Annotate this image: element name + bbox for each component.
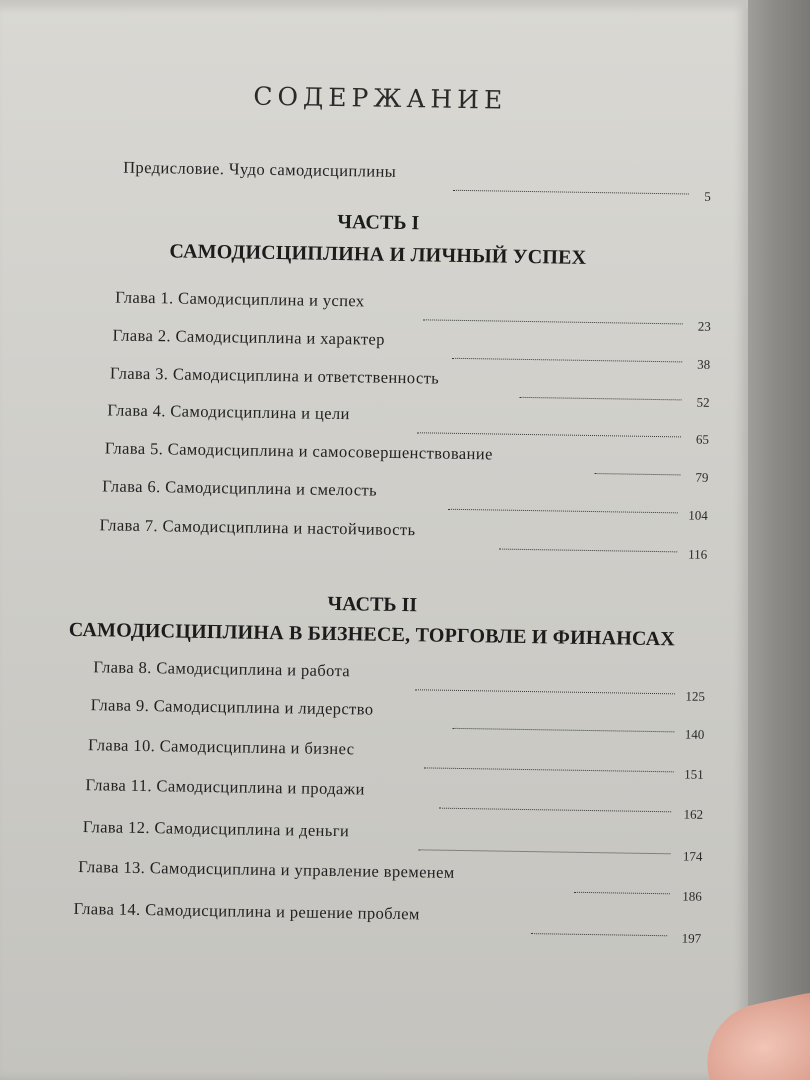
part2-name: САМОДИСЦИПЛИНА В БИЗНЕСЕ, ТОРГОВЛЕ И ФИНАНСАХ — [68, 618, 676, 651]
toc-entry-foreword — [123, 158, 712, 213]
entry-page-number: 151 — [684, 766, 704, 782]
entry-title: Глава 5. Самодисциплина и самосовершенствование — [104, 438, 493, 464]
part2-number: ЧАСТЬ II — [327, 592, 418, 617]
leader-dots — [452, 728, 674, 732]
entry-title: Глава 2. Самодисциплина и характер — [112, 325, 386, 349]
leader-dots — [439, 808, 671, 813]
entry-page-number: 52 — [696, 394, 710, 410]
entry-title: Глава 1. Самодисциплина и успех — [115, 287, 365, 311]
entry-title: Глава 10. Самодисциплина и бизнес — [87, 735, 355, 759]
leader-dots — [594, 473, 680, 475]
leader-dots — [417, 432, 681, 437]
entry-page-number: 79 — [695, 469, 709, 485]
entry-page-number: 65 — [695, 431, 710, 447]
leader-dots — [424, 767, 674, 772]
entry-title: Глава 8. Самодисциплина и работа — [93, 657, 351, 681]
leader-dots — [418, 849, 670, 854]
entry-title: Предисловие. Чудо самодисциплины — [123, 157, 397, 181]
entry-title: Глава 3. Самодисциплина и ответственность — [109, 363, 440, 388]
entry-page-number: 162 — [683, 806, 704, 822]
leader-dots — [453, 190, 689, 195]
entry-page-number: 5 — [704, 188, 711, 204]
entry-title: Глава 4. Самодисциплина и цели — [107, 400, 350, 424]
toc-entry-chapter-14 — [73, 899, 702, 955]
entry-page-number: 104 — [688, 507, 708, 523]
entry-page-number: 174 — [682, 848, 703, 864]
leader-dots — [531, 933, 667, 936]
entry-page-number: 140 — [684, 726, 705, 742]
leader-dots — [423, 319, 683, 324]
toc-heading: СОДЕРЖАНИЕ — [253, 81, 508, 115]
entry-title: Глава 9. Самодисциплина и лидерство — [90, 695, 374, 719]
entry-page-number: 116 — [688, 546, 708, 562]
toc-entry-chapter-7 — [99, 515, 708, 571]
entry-title: Глава 14. Самодисциплина и решение проблем — [73, 898, 420, 924]
part1-name: САМОДИСЦИПЛИНА И ЛИЧНЫЙ УСПЕХ — [169, 240, 587, 269]
entry-page-number: 125 — [685, 688, 706, 704]
leader-dots — [448, 509, 678, 514]
leader-dots — [499, 549, 677, 553]
leader-dots — [574, 892, 670, 895]
part1-number: ЧАСТЬ I — [337, 210, 420, 235]
leader-dots — [415, 689, 675, 694]
entry-title: Глава 11. Самодисциплина и продажи — [85, 775, 365, 799]
entry-title: Глава 12. Самодисциплина и деньги — [82, 817, 350, 841]
entry-page-number: 23 — [697, 318, 711, 334]
entry-title: Глава 13. Самодисциплина и управление временем — [78, 856, 455, 882]
leader-dots — [520, 397, 682, 401]
entry-page-number: 186 — [682, 888, 702, 904]
leader-dots — [452, 358, 682, 363]
entry-page-number: 38 — [697, 356, 711, 372]
entry-title: Глава 6. Самодисциплина и смелость — [102, 476, 378, 500]
book-edge — [748, 0, 810, 1080]
entry-title: Глава 7. Самодисциплина и настойчивость — [99, 515, 416, 540]
entry-page-number: 197 — [681, 930, 702, 946]
